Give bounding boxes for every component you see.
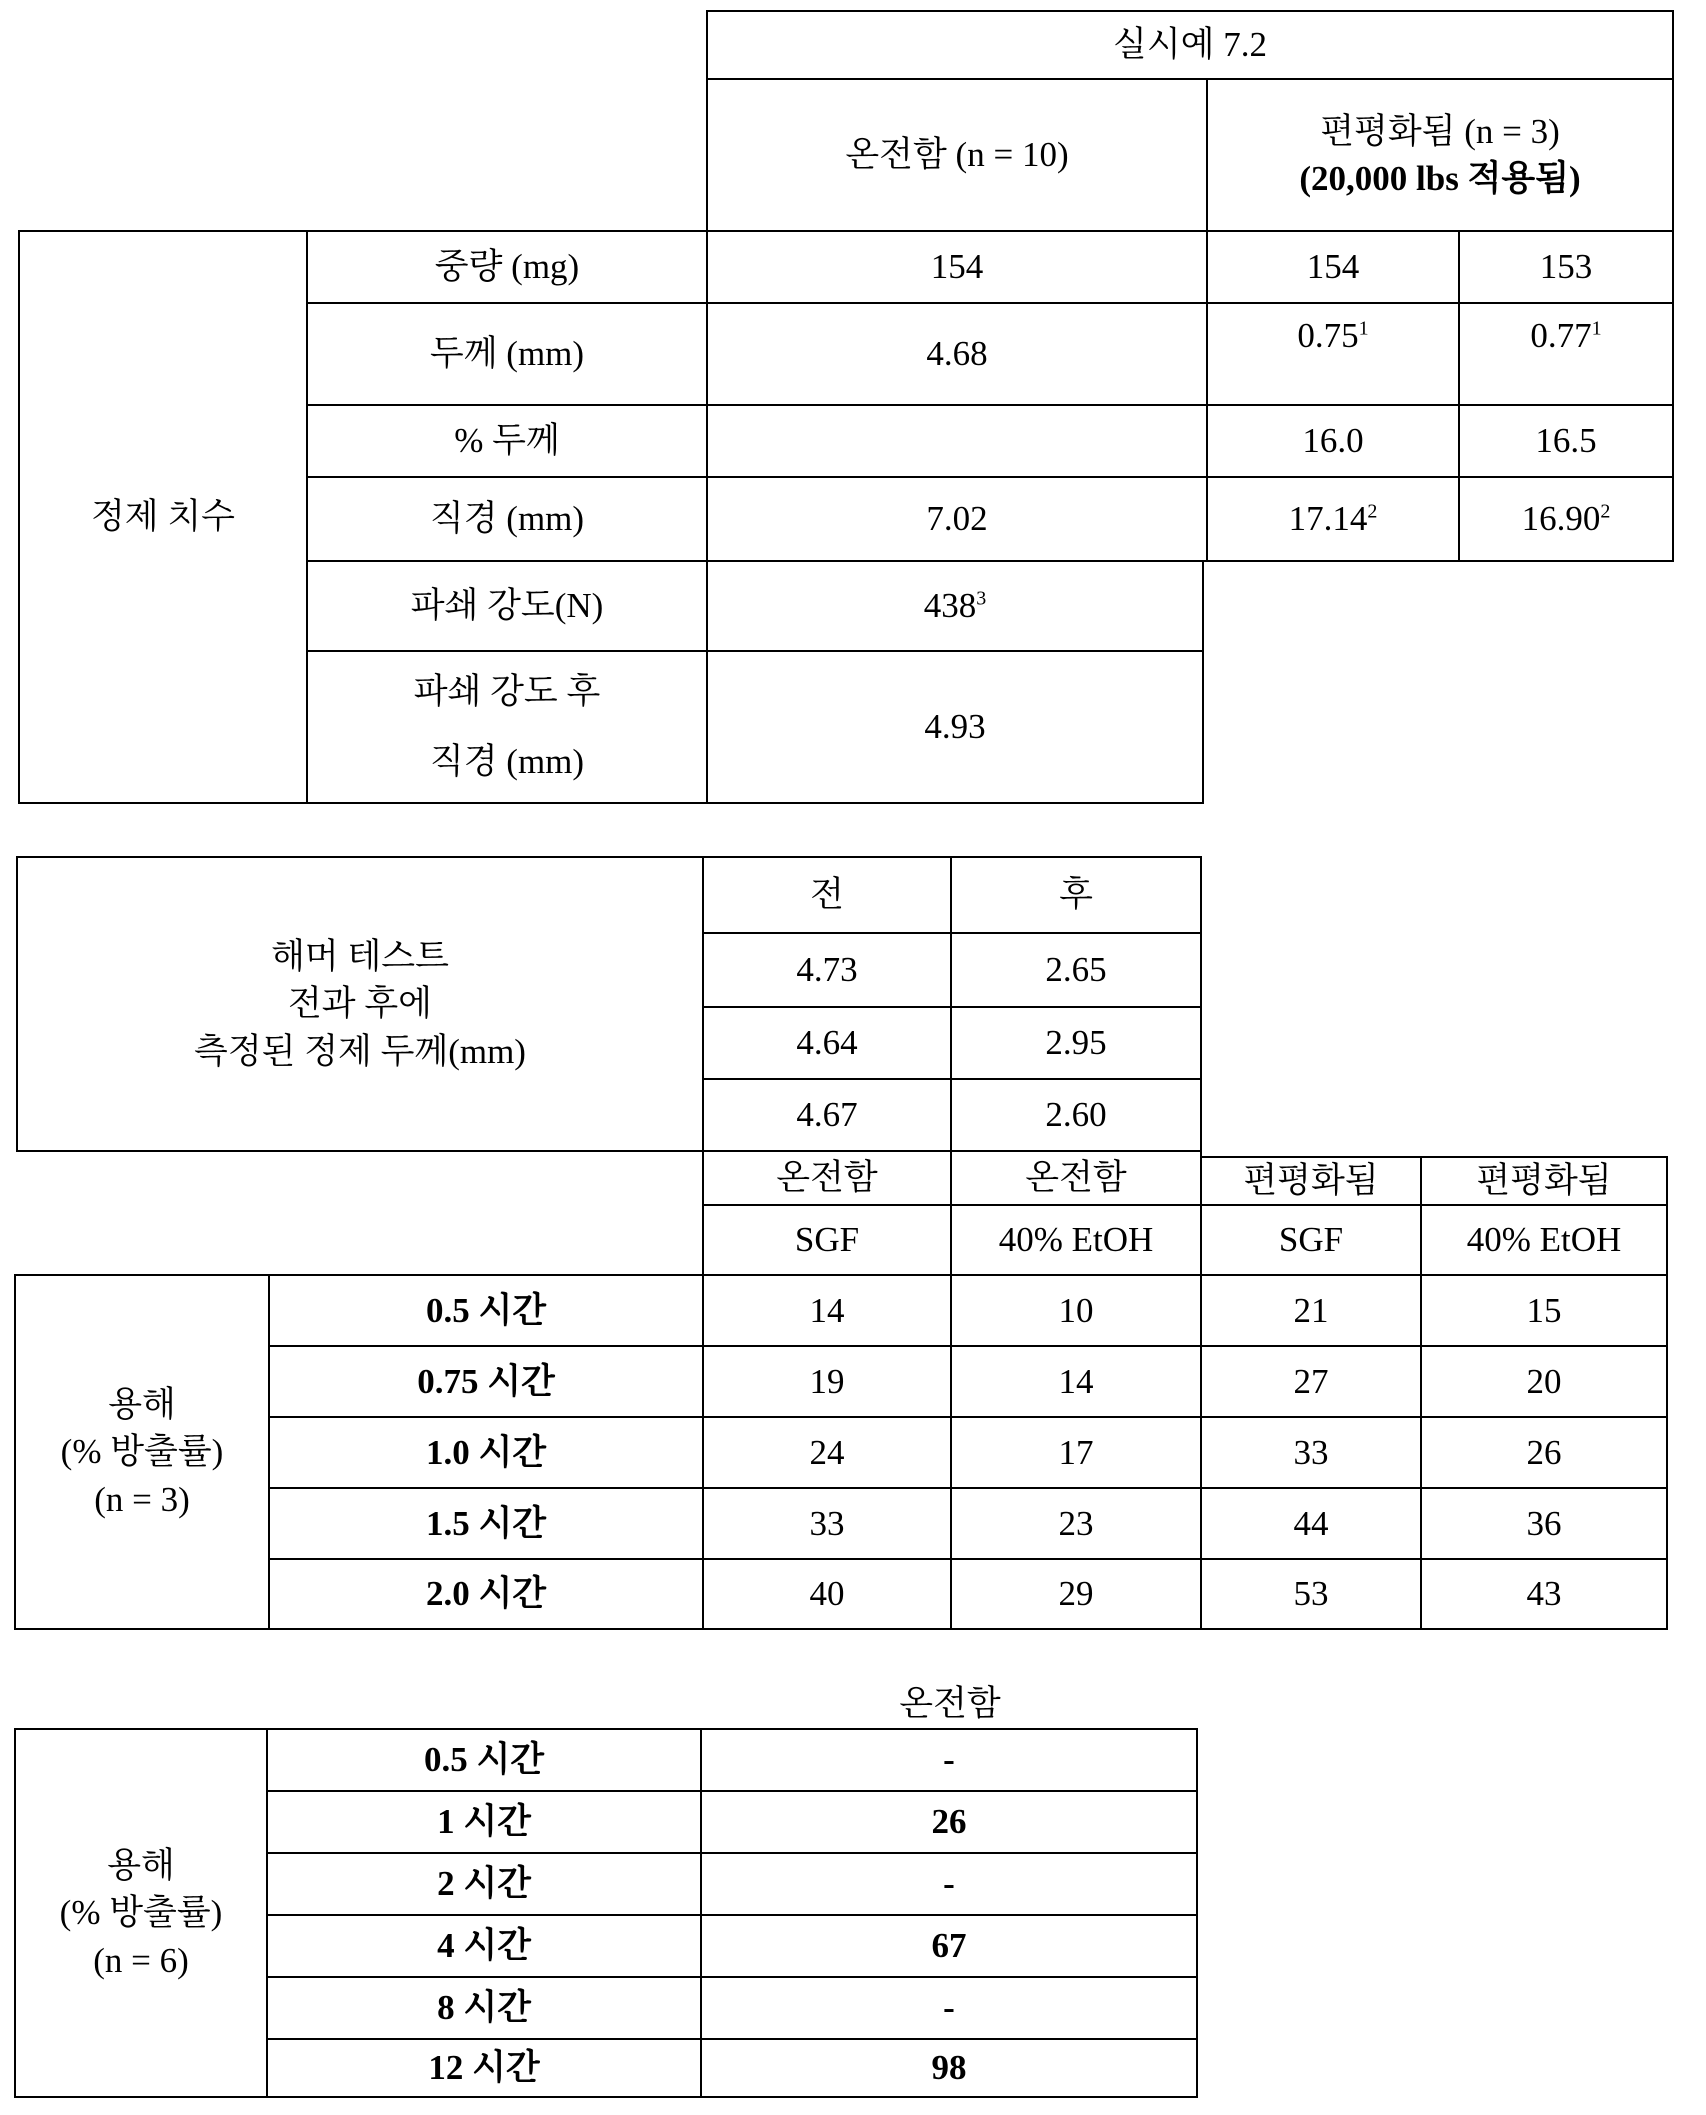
cell [1206,476,1460,562]
time-text: 0.75 시간 [417,1361,555,1401]
group-label-dissolution [14,1274,270,1630]
cell [702,1416,952,1489]
cell [1420,1558,1668,1630]
cell [1206,302,1460,406]
cell-value: - [943,1740,955,1780]
cell-value: 4.67 [796,1095,858,1135]
header-text: 온전함 (n = 10) [845,135,1069,175]
value: 0.77 [1530,316,1592,355]
cell-value: 4.64 [796,1023,858,1063]
time-label [268,1274,704,1347]
row-label-text: 파쇄 강도(N) [410,586,604,626]
cell [950,1006,1202,1080]
col-header-condition [950,1150,1202,1206]
cell [706,476,1208,562]
cell [1206,230,1460,304]
cell [950,1558,1202,1630]
cell-value: 29 [1058,1574,1094,1614]
cell [702,932,952,1008]
header-text: 편평화됨 [1243,1161,1379,1201]
cell-value: 26 [1526,1432,1562,1472]
time-label [266,1728,702,1792]
cell-value: 16.5 [1535,421,1597,461]
cell-value: 14 [1058,1361,1094,1401]
cell [700,1728,1198,1792]
cell [1200,1416,1422,1489]
group-text: 용해 (% 방출률) (n = 3) [60,1385,224,1519]
cell [702,1078,952,1152]
cell [950,932,1202,1008]
cell-value: 15 [1526,1290,1562,1330]
footnote-ref: 2 [1600,500,1611,523]
cell-value [1522,495,1611,542]
cell [1420,1345,1668,1418]
header-subtext: (20,000 lbs 적용됨) [1299,159,1581,198]
cell-value: 2.65 [1045,950,1107,990]
cell [1200,1487,1422,1560]
time-label [266,1790,702,1854]
time-text: 4 시간 [437,1926,531,1966]
row-label-text: 파쇄 강도 후 직경 (mm) [413,672,601,781]
group-label-dissolution [14,1728,268,2098]
cell-value: 44 [1293,1503,1329,1543]
col-header-condition [702,1150,952,1206]
col-header-medium [950,1204,1202,1276]
footnote-ref: 1 [1591,317,1602,340]
header-text: SGF [1278,1220,1344,1260]
cell [1458,476,1674,562]
col-header-medium [702,1204,952,1276]
cell [700,1852,1198,1916]
cell-value: 33 [1293,1432,1329,1472]
cell-value: 24 [809,1432,845,1472]
footnote-ref: 2 [1367,500,1378,523]
cell [706,560,1204,652]
cell-value: 153 [1539,247,1593,287]
time-text: 2.0 시간 [425,1574,547,1614]
row-label [306,650,708,804]
value: 17.14 [1288,499,1368,539]
time-text: 8 시간 [437,1988,531,2028]
cell [1458,404,1674,478]
time-text: 1.0 시간 [425,1432,547,1472]
cell-value: 7.02 [926,499,988,539]
col-header-flattened [1206,78,1674,232]
cell [706,230,1208,304]
cell-value: 67 [931,1926,967,1966]
col-header-condition [1420,1156,1668,1206]
cell-value: 36 [1526,1503,1562,1543]
header-text: 온전함 [776,1158,878,1198]
row-label-text: 중량 (mg) [434,247,580,287]
cell-value: 154 [1306,247,1360,287]
time-label [266,2038,702,2098]
cell-value: 33 [809,1503,845,1543]
footnote-ref: 1 [1358,317,1369,340]
header-text: 편평화됨 (n = 3) [1320,111,1560,151]
cell [706,302,1208,406]
cell-value: 21 [1293,1290,1329,1330]
row-label-text: 직경 (mm) [429,499,585,539]
cell [950,1078,1202,1152]
header-text: 전 [810,875,844,915]
cell-value: 14 [809,1290,845,1330]
col-header-medium [1200,1204,1422,1276]
header-text: SGF [794,1220,860,1260]
cell [700,2038,1198,2098]
value: 0.75 [1297,316,1359,355]
header-text: 온전함 [1025,1158,1127,1198]
time-label [266,1976,702,2040]
time-text: 0.5 시간 [425,1290,547,1330]
cell-value: 43 [1526,1574,1562,1614]
group-text: 용해 (% 방출률) (n = 6) [59,1846,223,1980]
cell [950,1345,1202,1418]
row-label [306,302,708,406]
cell-value [1530,312,1601,359]
header-text: 온전함 [899,1684,1001,1723]
cell [700,1790,1198,1854]
time-text: 2 시간 [437,1864,531,1904]
cell-value: 2.60 [1045,1095,1107,1135]
col-header-medium [1420,1204,1668,1276]
label-text: 해머 테스트 전과 후에 측정된 정제 두께(mm) [194,937,526,1071]
time-label [268,1558,704,1630]
time-text: 1.5 시간 [425,1503,547,1543]
cell-value: 154 [930,247,984,287]
cell [1420,1416,1668,1489]
cell [702,1345,952,1418]
cell-value [1297,312,1368,359]
row-label [306,476,708,562]
cell [950,1274,1202,1347]
cell [1200,1558,1422,1630]
cell [1458,302,1674,406]
cell-value: 4.73 [796,950,858,990]
cell-value: 26 [931,1802,967,1842]
cell [706,650,1204,804]
column-title-intact [700,1676,1200,1726]
cell [702,1558,952,1630]
value: 438 [923,586,977,626]
cell-value: 2.95 [1045,1023,1107,1063]
cell [1420,1274,1668,1347]
col-header-before [702,856,952,934]
row-label-text: % 두께 [454,421,560,461]
cell-value: - [943,1864,955,1904]
header-text: 후 [1059,875,1093,915]
cell [702,1487,952,1560]
row-label [306,230,708,304]
time-label [268,1487,704,1560]
header-text: 편평화됨 [1476,1161,1612,1201]
cell-value: 40 [809,1574,845,1614]
time-label [266,1914,702,1978]
group-label-tablet-dimensions [18,230,308,804]
time-label [268,1416,704,1489]
cell [950,1487,1202,1560]
cell-value [1289,495,1378,542]
col-header-condition [1200,1156,1422,1206]
cell-value: 98 [931,2048,967,2088]
time-text: 12 시간 [428,2048,540,2088]
cell-value: - [943,1988,955,2028]
row-label [306,404,708,478]
header-text: 40% EtOH [1466,1220,1622,1260]
group-text: 정제 치수 [91,497,235,537]
cell [1206,404,1460,478]
col-header-intact [706,78,1208,232]
cell-value: 16.0 [1302,421,1364,461]
title-text: 실시예 7.2 [1113,25,1267,65]
cell-value: 53 [1293,1574,1329,1614]
cell [1420,1487,1668,1560]
col-header-after [950,856,1202,934]
cell-value: 4.68 [926,334,988,374]
cell-value: 19 [809,1361,845,1401]
cell [702,1274,952,1347]
header-text: 40% EtOH [998,1220,1154,1260]
row-label-text: 두께 (mm) [429,334,585,374]
cell-empty [706,404,1208,478]
cell-value: 17 [1058,1432,1094,1472]
hammer-test-label [16,856,704,1152]
cell [700,1976,1198,2040]
cell [950,1416,1202,1489]
table-title [706,10,1674,80]
cell [700,1914,1198,1978]
cell [1200,1274,1422,1347]
cell-value: 4.93 [924,707,986,747]
time-label [268,1345,704,1418]
time-text: 0.5 시간 [423,1740,545,1780]
cell-value: 10 [1058,1290,1094,1330]
cell [702,1006,952,1080]
cell-value [924,582,987,629]
footnote-ref: 3 [976,587,987,610]
cell [1458,230,1674,304]
cell-value: 20 [1526,1361,1562,1401]
time-text: 1 시간 [437,1802,531,1842]
value: 16.90 [1521,499,1601,539]
cell-value: 23 [1058,1503,1094,1543]
cell [1200,1345,1422,1418]
time-label [266,1852,702,1916]
row-label [306,560,708,652]
cell-value: 27 [1293,1361,1329,1401]
